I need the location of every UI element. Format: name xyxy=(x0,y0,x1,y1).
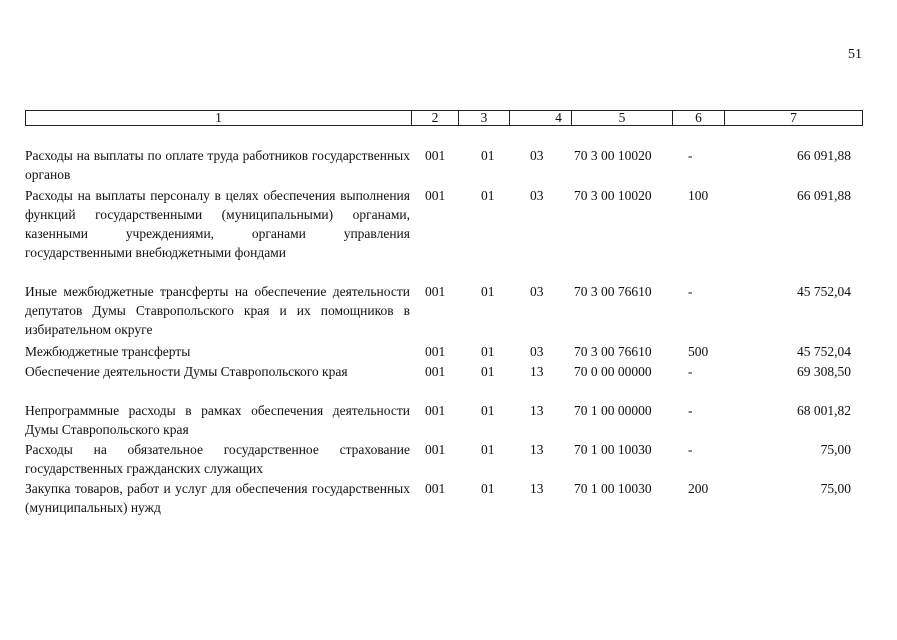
row-target-code: 70 1 00 10030 xyxy=(574,481,652,496)
row-section: 01 xyxy=(481,284,495,299)
row-amount: 69 308,50 xyxy=(797,364,851,379)
row-expense-type: - xyxy=(688,148,693,163)
row-amount: 45 752,04 xyxy=(797,284,851,299)
header-cell-6: 6 xyxy=(672,111,724,125)
row-expense-type: - xyxy=(688,442,693,457)
row-subsection: 03 xyxy=(530,284,544,299)
row-name: Расходы на выплаты по оплате труда работников государственных органов xyxy=(25,148,410,182)
row-subsection: 03 xyxy=(530,188,544,203)
row-amount: 66 091,88 xyxy=(797,188,851,203)
header-cell-1: 1 xyxy=(215,110,222,125)
row-amount: 75,00 xyxy=(820,442,851,457)
page-number: 51 xyxy=(848,47,862,62)
row-gov-code: 001 xyxy=(425,364,446,379)
row-subsection: 03 xyxy=(530,344,544,359)
row-expense-type: 200 xyxy=(688,481,709,496)
row-name: Расходы на обязательное государственное страхование государственных гражданских служащих xyxy=(25,442,410,476)
header-cell-5: 5 xyxy=(571,111,672,125)
row-expense-type: 500 xyxy=(688,344,709,359)
row-section: 01 xyxy=(481,442,495,457)
row-target-code: 70 1 00 10030 xyxy=(574,442,652,457)
row-amount: 75,00 xyxy=(820,481,851,496)
row-amount: 45 752,04 xyxy=(797,344,851,359)
table-header-row xyxy=(25,110,863,126)
row-name: Межбюджетные трансферты xyxy=(25,344,191,359)
header-cell-2: 2 xyxy=(411,111,458,125)
row-gov-code: 001 xyxy=(425,403,446,418)
row-name: Непрограммные расходы в рамках обеспечения деятельности Думы Ставропольского края xyxy=(25,403,410,437)
row-subsection: 13 xyxy=(530,442,544,457)
row-gov-code: 001 xyxy=(425,481,446,496)
row-name: Иные межбюджетные трансферты на обеспечение деятельности депутатов Думы Ставропольского края и их помощников в избирательном округе xyxy=(25,284,410,337)
budget-table xyxy=(25,110,863,515)
row-expense-type: 100 xyxy=(688,188,709,203)
row-gov-code: 001 xyxy=(425,148,446,163)
row-target-code: 70 3 00 10020 xyxy=(574,148,652,163)
row-name: Закупка товаров, работ и услуг для обеспечения государственных (муниципальных) нужд xyxy=(25,481,410,515)
row-expense-type: - xyxy=(688,364,693,379)
row-gov-code: 001 xyxy=(425,344,446,359)
row-target-code: 70 3 00 10020 xyxy=(574,188,652,203)
row-subsection: 03 xyxy=(530,148,544,163)
row-expense-type: - xyxy=(688,284,693,299)
row-section: 01 xyxy=(481,364,495,379)
row-subsection: 13 xyxy=(530,364,544,379)
header-cell-7: 7 xyxy=(724,111,862,125)
row-subsection: 13 xyxy=(530,481,544,496)
row-section: 01 xyxy=(481,148,495,163)
row-amount: 66 091,88 xyxy=(797,148,851,163)
row-name: Обеспечение деятельности Думы Ставропольского края xyxy=(25,364,348,379)
row-gov-code: 001 xyxy=(425,284,446,299)
row-expense-type: - xyxy=(688,403,693,418)
header-cell-3: 3 xyxy=(458,111,509,125)
header-cell-4: 4 xyxy=(509,111,607,125)
row-target-code: 70 3 00 76610 xyxy=(574,344,652,359)
row-gov-code: 001 xyxy=(425,442,446,457)
row-section: 01 xyxy=(481,481,495,496)
row-amount: 68 001,82 xyxy=(797,403,851,418)
row-section: 01 xyxy=(481,403,495,418)
row-subsection: 13 xyxy=(530,403,544,418)
row-section: 01 xyxy=(481,344,495,359)
row-section: 01 xyxy=(481,188,495,203)
row-gov-code: 001 xyxy=(425,188,446,203)
row-target-code: 70 3 00 76610 xyxy=(574,284,652,299)
row-target-code: 70 1 00 00000 xyxy=(574,403,652,418)
row-target-code: 70 0 00 00000 xyxy=(574,364,652,379)
row-name: Расходы на выплаты персоналу в целях обеспечения выполнения функций государственными (муниципальными) органами, казенными учреждениями, органами управления государственными внебюджетными фондами xyxy=(25,188,410,260)
